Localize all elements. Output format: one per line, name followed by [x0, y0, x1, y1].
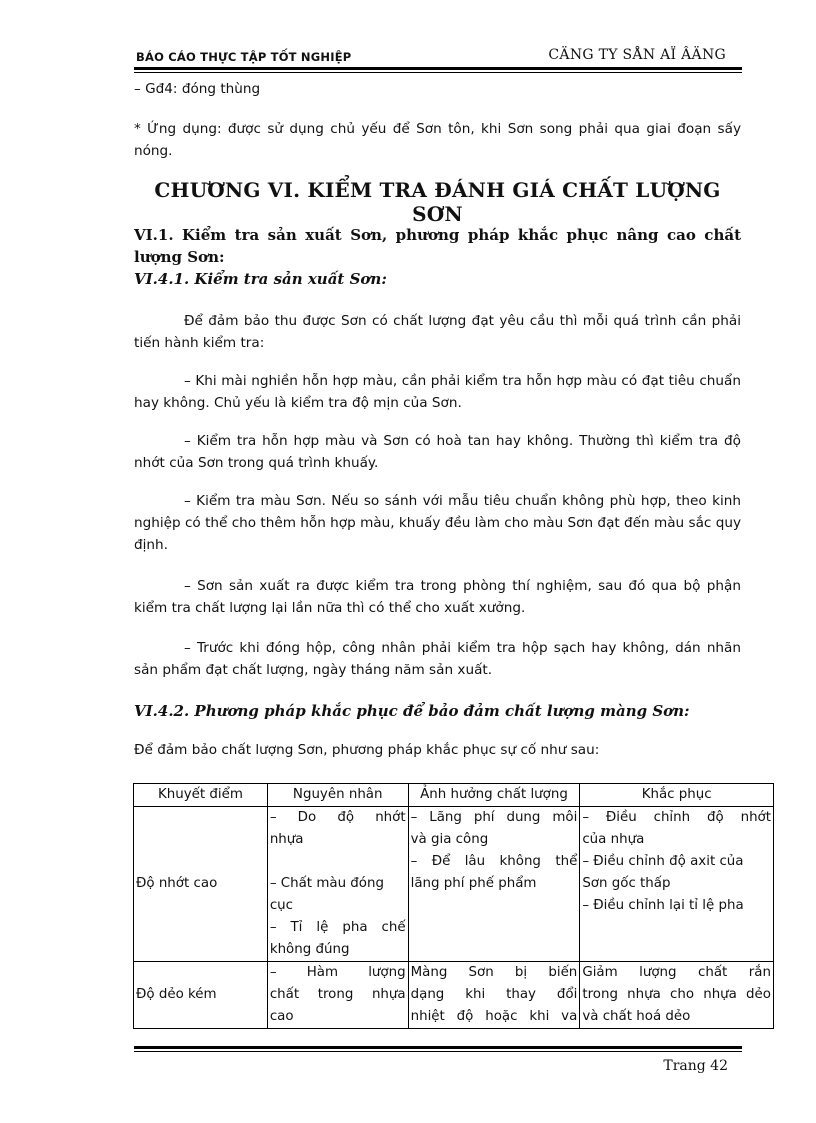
paragraph: – Sơn sản xuất ra được kiểm tra trong phòng thí nghiệm, sau đó qua bộ phận kiểm tra chất lượng lại lần nữa thì có thể cho xuất xưởng.	[134, 578, 741, 616]
cell-line: – Tỉ lệ pha chế	[269, 920, 406, 935]
chapter-title: CHƯƠNG VI. KIỂM TRA ĐÁNH GIÁ CHẤT LƯỢNG SƠN	[154, 178, 721, 226]
table-intro-text: Để đảm bảo chất lượng Sơn, phương pháp khắc phục sự cố như sau:	[134, 742, 600, 758]
header-company-name: CÄNG TY SÅN AÏ ÂÄNG	[548, 47, 726, 63]
paragraph: – Trước khi đóng hộp, công nhân phải kiểm tra hộp sạch hay không, dán nhãn sản phẩm đạt chất lượng, ngày tháng năm sản xuất.	[134, 640, 741, 678]
header-rule-thin	[134, 72, 742, 73]
defects-table	[133, 783, 774, 1029]
cell-line: cao	[269, 1009, 294, 1024]
table-row	[134, 807, 774, 962]
cell-line: không đúng	[269, 942, 350, 957]
paragraph: – Kiểm tra màu Sơn. Nếu so sánh với mẫu tiêu chuẩn không phù hợp, theo kinh nghiệp có thể cho thêm hỗn hợp màu, khuấy đều làm cho màu Sơn đạt đến màu sắc quy định.	[134, 493, 741, 553]
cell-line: – Điều chỉnh độ axit của	[582, 854, 744, 869]
section-title: VI.1. Kiểm tra sản xuất Sơn, phương pháp khắc phục nâng cao chất lượng Sơn:	[134, 226, 741, 266]
subsection-title-production-check: VI.4.1. Kiểm tra sản xuất Sơn:	[134, 270, 387, 288]
defect-cell: Độ nhớt cao	[134, 807, 268, 962]
remedy-cell	[580, 962, 774, 1029]
footer-rule-thick	[134, 1046, 742, 1049]
column-header: Ảnh hưởng chất lượng	[408, 784, 580, 807]
cause-cell	[267, 962, 408, 1029]
cell-line: Giảm lượng chất rắn	[582, 965, 771, 980]
remedy-cell	[580, 807, 774, 962]
paragraph: Để đảm bảo thu được Sơn có chất lượng đạt yêu cầu thì mỗi quá trình cần phải tiến hành kiểm tra:	[134, 313, 741, 351]
effect-cell	[408, 962, 580, 1029]
table-header-row	[134, 784, 774, 807]
intro-application-paragraph: * Ứng dụng: được sử dụng chủ yếu để Sơn tôn, khi Sơn song phải qua giai đoạn sấy nóng.	[134, 121, 741, 159]
cell-line: trong nhựa cho nhựa dẻo	[582, 987, 771, 1002]
column-header: Nguyên nhân	[267, 784, 408, 807]
cell-line: Màng Sơn bị biến	[410, 965, 578, 980]
intro-stage-line: – Gđ4: đóng thùng	[134, 81, 261, 97]
cell-line: chất trong nhựa	[269, 987, 406, 1002]
cell-line: – Điều chỉnh lại tỉ lệ pha	[582, 898, 744, 913]
cell-line: – Chất màu đóng	[269, 876, 384, 891]
effect-cell	[408, 807, 580, 962]
footer-rule-thin	[134, 1051, 742, 1052]
cell-line: dạng khi thay đổi	[410, 987, 578, 1002]
column-header: Khuyết điểm	[134, 784, 268, 807]
page-number: Trang 42	[663, 1058, 728, 1074]
paragraph: – Kiểm tra hỗn hợp màu và Sơn có hoà tan hay không. Thường thì kiểm tra độ nhớt của Sơn trong quá trình khuấy.	[134, 433, 741, 471]
cell-line: nhựa	[269, 832, 304, 847]
cell-line: của nhựa	[582, 832, 645, 847]
header-report-title: BÁO CÁO THỰC TẬP TỐT NGHIỆP	[136, 50, 352, 64]
cell-line: – Hàm lượng	[269, 965, 406, 980]
cell-line: – Do độ nhớt	[269, 810, 406, 825]
cause-cell	[267, 807, 408, 962]
cell-line: và chất hoá dẻo	[582, 1009, 691, 1024]
paragraph: – Khi mài nghiền hỗn hợp màu, cần phải kiểm tra hỗn hợp màu có đạt tiêu chuẩn hay không. Chủ yếu là kiểm tra độ mịn của Sơn.	[134, 373, 741, 411]
cell-line: cục	[269, 898, 294, 913]
defect-cell: Độ dẻo kém	[134, 962, 268, 1029]
cell-line: – Để lâu không thể	[410, 854, 578, 869]
header-rule-thick	[134, 67, 742, 70]
cell-line: và gia công	[410, 832, 489, 847]
cell-line: – Lãng phí dung môi	[410, 810, 578, 825]
cell-line: – Điều chỉnh độ nhớt	[582, 810, 771, 825]
subsection-title-remedy-methods: VI.4.2. Phương pháp khắc phục để bảo đảm chất lượng màng Sơn:	[134, 702, 690, 720]
cell-line: lãng phí phế phẩm	[410, 876, 537, 891]
cell-line: Sơn gốc thấp	[582, 876, 671, 891]
table-row	[134, 962, 774, 1029]
cell-line: nhiệt độ hoặc khi va	[410, 1009, 578, 1024]
column-header: Khắc phục	[580, 784, 774, 807]
